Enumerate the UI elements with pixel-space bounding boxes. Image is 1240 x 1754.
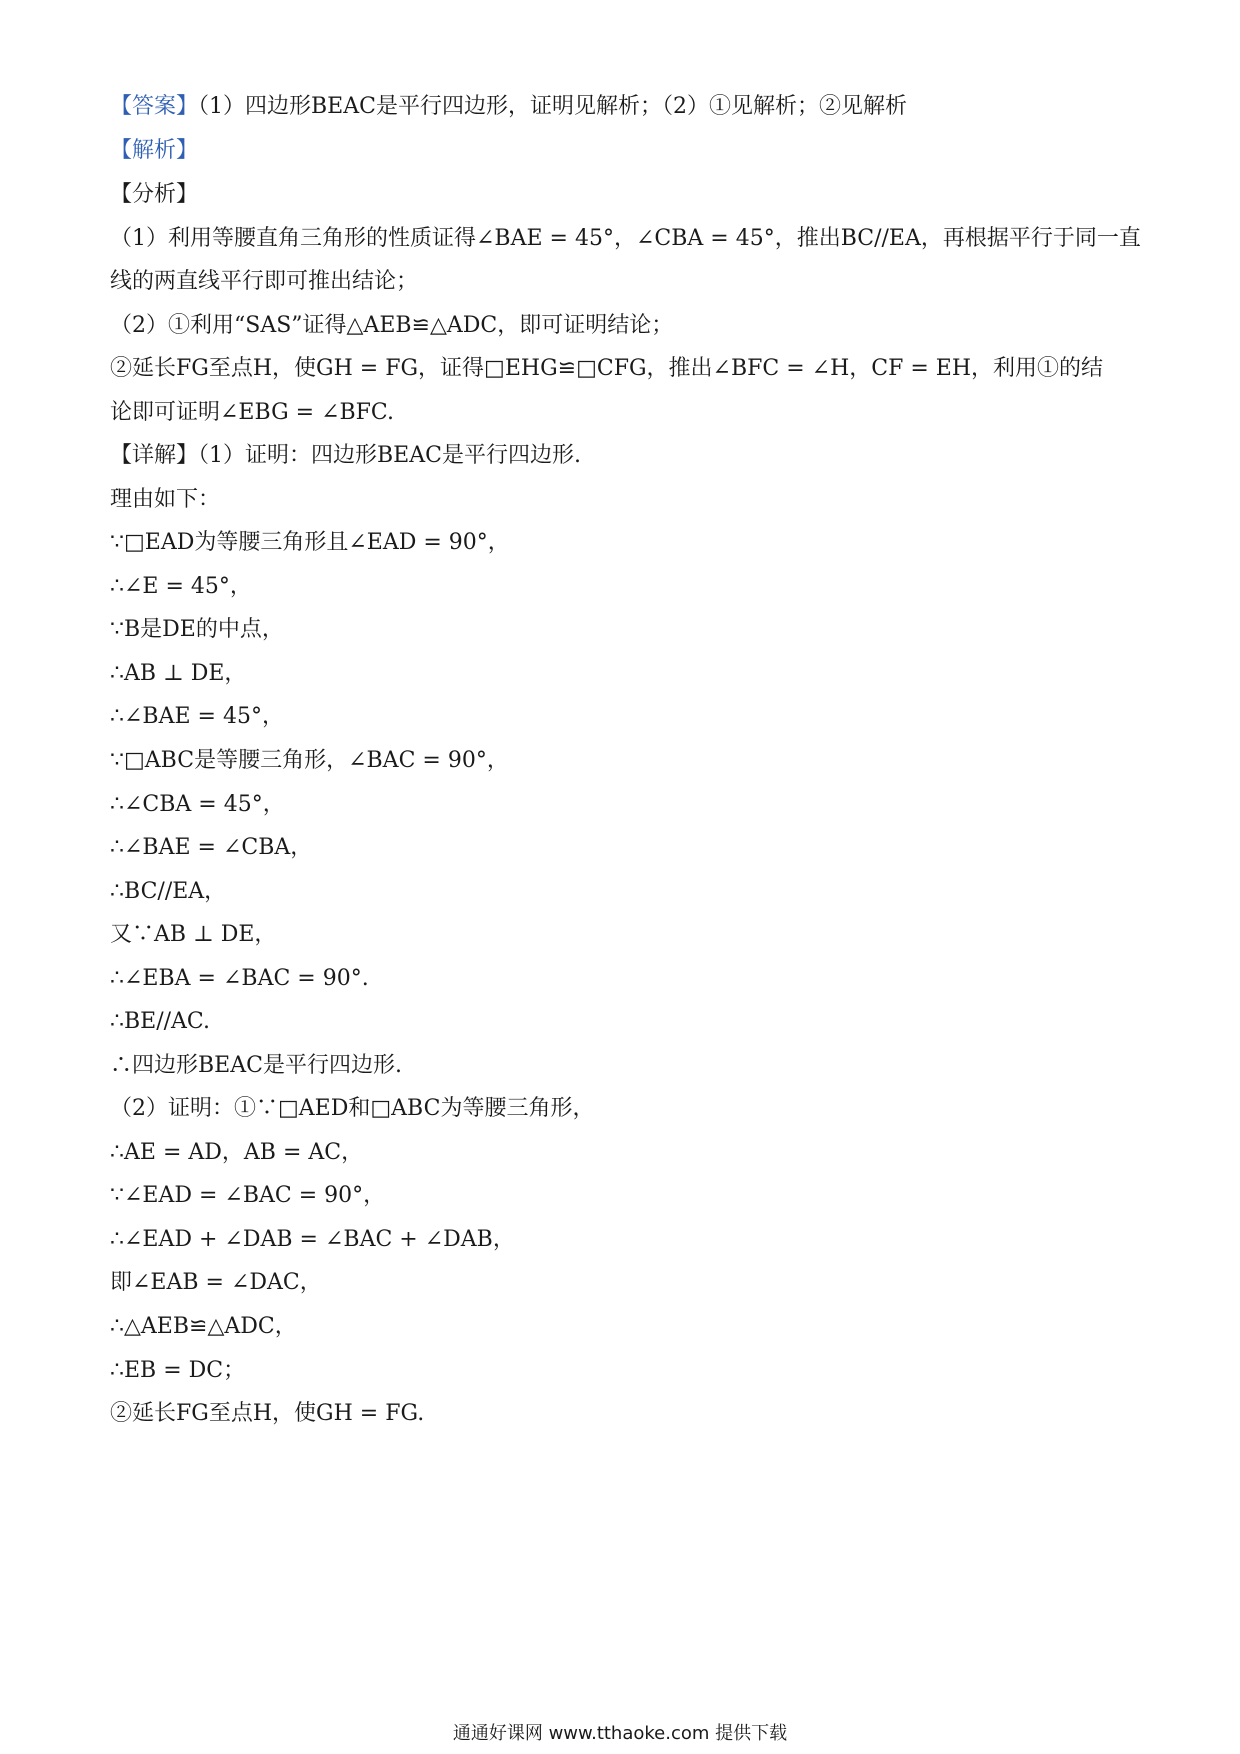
jiexi-heading <box>110 136 1140 166</box>
jiexi-tag: 【解析】 <box>110 138 199 163</box>
proof-step: ∵B是DE的中点， <box>110 617 284 642</box>
proof-step: ∴四边形BEAC是平行四边形. <box>110 1053 402 1078</box>
fenxi-line: 论即可证明∠EBG = ∠BFC. <box>110 400 394 425</box>
proof-step: ②延长FG至点H，使GH = FG. <box>110 1401 425 1426</box>
proof-step: ∴AB ⊥ DE， <box>110 661 247 686</box>
fenxi-tag: 【分析】 <box>110 182 199 207</box>
proof-step: 理由如下： <box>110 487 221 512</box>
proof-step: 即∠EAB = ∠DAC， <box>110 1270 322 1295</box>
xiangjie-tag: 【详解】 <box>110 443 199 468</box>
proof-step: ∴∠EBA = ∠BAC = 90°. <box>110 966 369 991</box>
proof-step: ∴∠CBA = 45°， <box>110 792 285 817</box>
xiangjie-line <box>110 441 1140 471</box>
proof-step: （2）证明：①∵□AED和□ABC为等腰三角形， <box>110 1096 595 1121</box>
proof-step: ∴∠EAD + ∠DAB = ∠BAC + ∠DAB， <box>110 1227 515 1252</box>
proof-step: ∵□EAD为等腰三角形且∠EAD = 90°， <box>110 530 510 555</box>
answer-line <box>110 92 1140 122</box>
proof-step: ∴∠BAE = 45°， <box>110 704 284 729</box>
xiangjie-first: （1）证明：四边形BEAC是平行四边形. <box>198 443 581 468</box>
proof-step: ∴∠E = 45°， <box>110 574 252 599</box>
answer-text: （1）四边形BEAC是平行四边形，证明见解析；（2）①见解析；②见解析 <box>198 94 907 119</box>
page-footer: 通通好课网 www.tthaoke.com 提供下载 <box>452 1723 788 1744</box>
proof-step: ∴△AEB≌△ADC， <box>110 1314 297 1339</box>
proof-step: ∴∠BAE = ∠CBA， <box>110 835 313 860</box>
fenxi-line: 线的两直线平行即可推出结论； <box>110 269 419 294</box>
proof-step: ∴AE = AD，AB = AC， <box>110 1140 364 1165</box>
proof-step: ∴BE//AC. <box>110 1009 210 1034</box>
answer-tag: 【答案】 <box>110 94 199 119</box>
proof-step: ∴BC//EA， <box>110 879 227 904</box>
proof-step: ∵□ABC是等腰三角形，∠BAC = 90°， <box>110 748 509 773</box>
fenxi-line: （1）利用等腰直角三角形的性质证得∠BAE = 45°，∠CBA = 45°，推出BC//EA，再根据平行于同一直 <box>110 226 1141 251</box>
fenxi-heading <box>110 180 1140 210</box>
fenxi-line: （2）①利用“SAS”证得△AEB≌△ADC，即可证明结论； <box>110 313 674 338</box>
proof-step: ∴EB = DC； <box>110 1358 246 1383</box>
fenxi-line: ②延长FG至点H，使GH = FG，证得□EHG≌□CFG，推出∠BFC = ∠H，CF = EH，利用①的结 <box>110 356 1104 381</box>
proof-step: ∵∠EAD = ∠BAC = 90°， <box>110 1183 386 1208</box>
proof-step: 又∵AB ⊥ DE， <box>110 922 277 947</box>
